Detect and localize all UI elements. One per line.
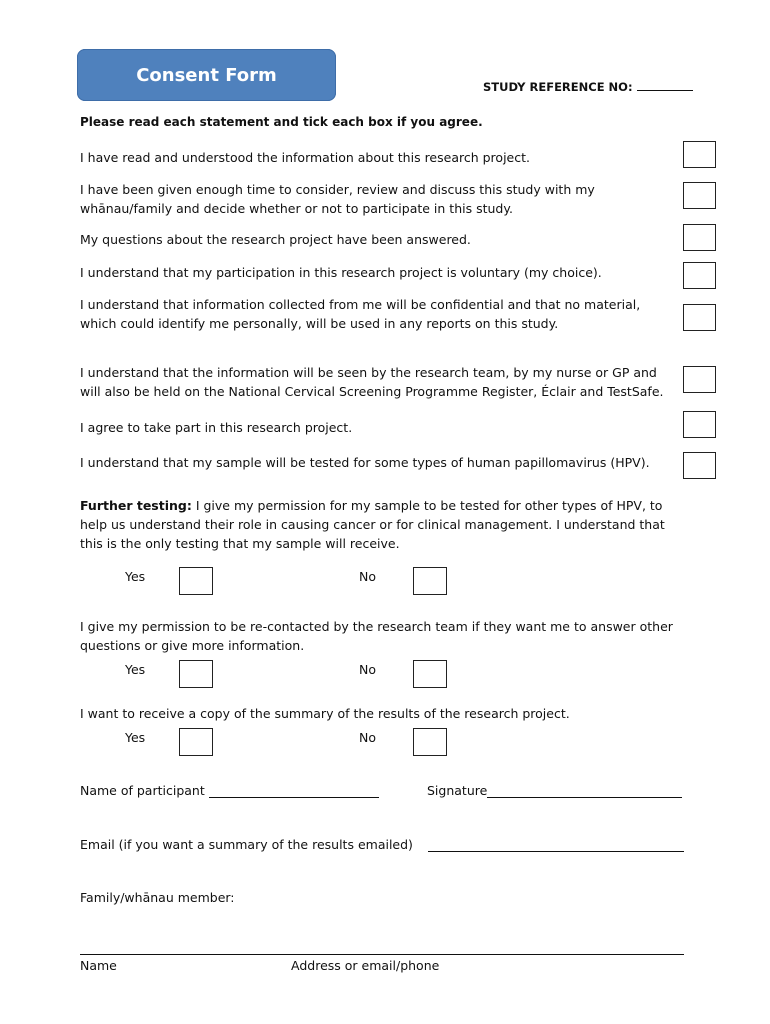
checkbox-statement-5[interactable] bbox=[683, 304, 716, 331]
email-field[interactable] bbox=[428, 851, 684, 852]
no-label: No bbox=[359, 730, 376, 745]
statement-8: I understand that my sample will be tested for some types of human papillomavirus (HPV). bbox=[80, 455, 650, 470]
summary-copy-statement: I want to receive a copy of the summary of the results of the research project. bbox=[80, 706, 570, 721]
family-address-label: Address or email/phone bbox=[291, 958, 440, 973]
statement-5: I understand that information collected from me will be confidential and that no material, which could identify me personally, will be used in any reports on this study. bbox=[80, 297, 641, 331]
statement-7: I agree to take part in this research project. bbox=[80, 420, 353, 435]
instructions: Please read each statement and tick each box if you agree. bbox=[80, 115, 483, 129]
email-label: Email (if you want a summary of the results emailed) bbox=[80, 837, 413, 852]
no-label: No bbox=[359, 662, 376, 677]
checkbox-statement-4[interactable] bbox=[683, 262, 716, 289]
recontact-statement: I give my permission to be re-contacted by the research team if they want me to answer other questions or give more information. bbox=[80, 619, 673, 653]
yes-label: Yes bbox=[125, 662, 146, 677]
signature-field[interactable] bbox=[487, 797, 682, 798]
yes-label: Yes bbox=[125, 730, 146, 745]
checkbox-summary-yes[interactable] bbox=[179, 728, 213, 756]
statement-3: My questions about the research project have been answered. bbox=[80, 232, 471, 247]
participant-name-label: Name of participant bbox=[80, 783, 205, 798]
participant-name-field[interactable] bbox=[209, 797, 379, 798]
checkbox-statement-7[interactable] bbox=[683, 411, 716, 438]
study-reference-label: STUDY REFERENCE NO: bbox=[483, 80, 633, 94]
no-label: No bbox=[359, 569, 376, 584]
statement-6: I understand that the information will be seen by the research team, by my nurse or GP and will also be held on the National Cervical Screening Programme Register, Éclair and TestSafe. bbox=[80, 365, 664, 399]
checkbox-summary-no[interactable] bbox=[413, 728, 447, 756]
family-member-label: Family/whānau member: bbox=[80, 890, 235, 905]
checkbox-statement-3[interactable] bbox=[683, 224, 716, 251]
checkbox-statement-6[interactable] bbox=[683, 366, 716, 393]
checkbox-recontact-no[interactable] bbox=[413, 660, 447, 688]
checkbox-statement-2[interactable] bbox=[683, 182, 716, 209]
checkbox-statement-8[interactable] bbox=[683, 452, 716, 479]
family-member-field[interactable] bbox=[80, 954, 684, 955]
statement-2: I have been given enough time to consider, review and discuss this study with my whānau/family and decide whether or not to participate in this study. bbox=[80, 182, 595, 216]
family-name-label: Name bbox=[80, 958, 117, 973]
form-title: Consent Form bbox=[77, 49, 336, 101]
study-reference-blank[interactable] bbox=[637, 79, 693, 91]
statement-4: I understand that my participation in this research project is voluntary (my choice). bbox=[80, 265, 602, 280]
statement-1: I have read and understood the information about this research project. bbox=[80, 150, 530, 165]
checkbox-further-testing-yes[interactable] bbox=[179, 567, 213, 595]
study-reference bbox=[483, 79, 693, 94]
further-testing-statement bbox=[80, 496, 690, 553]
yes-label: Yes bbox=[125, 569, 146, 584]
checkbox-statement-1[interactable] bbox=[683, 141, 716, 168]
checkbox-further-testing-no[interactable] bbox=[413, 567, 447, 595]
further-testing-text: I give my permission for my sample to be tested for other types of HPV, to help us understand their role in causing cancer or for clinical management. I understand that this is the only testing that my sample will receive. bbox=[80, 498, 665, 551]
further-testing-heading: Further testing: bbox=[80, 498, 192, 513]
checkbox-recontact-yes[interactable] bbox=[179, 660, 213, 688]
signature-label: Signature bbox=[427, 783, 488, 798]
